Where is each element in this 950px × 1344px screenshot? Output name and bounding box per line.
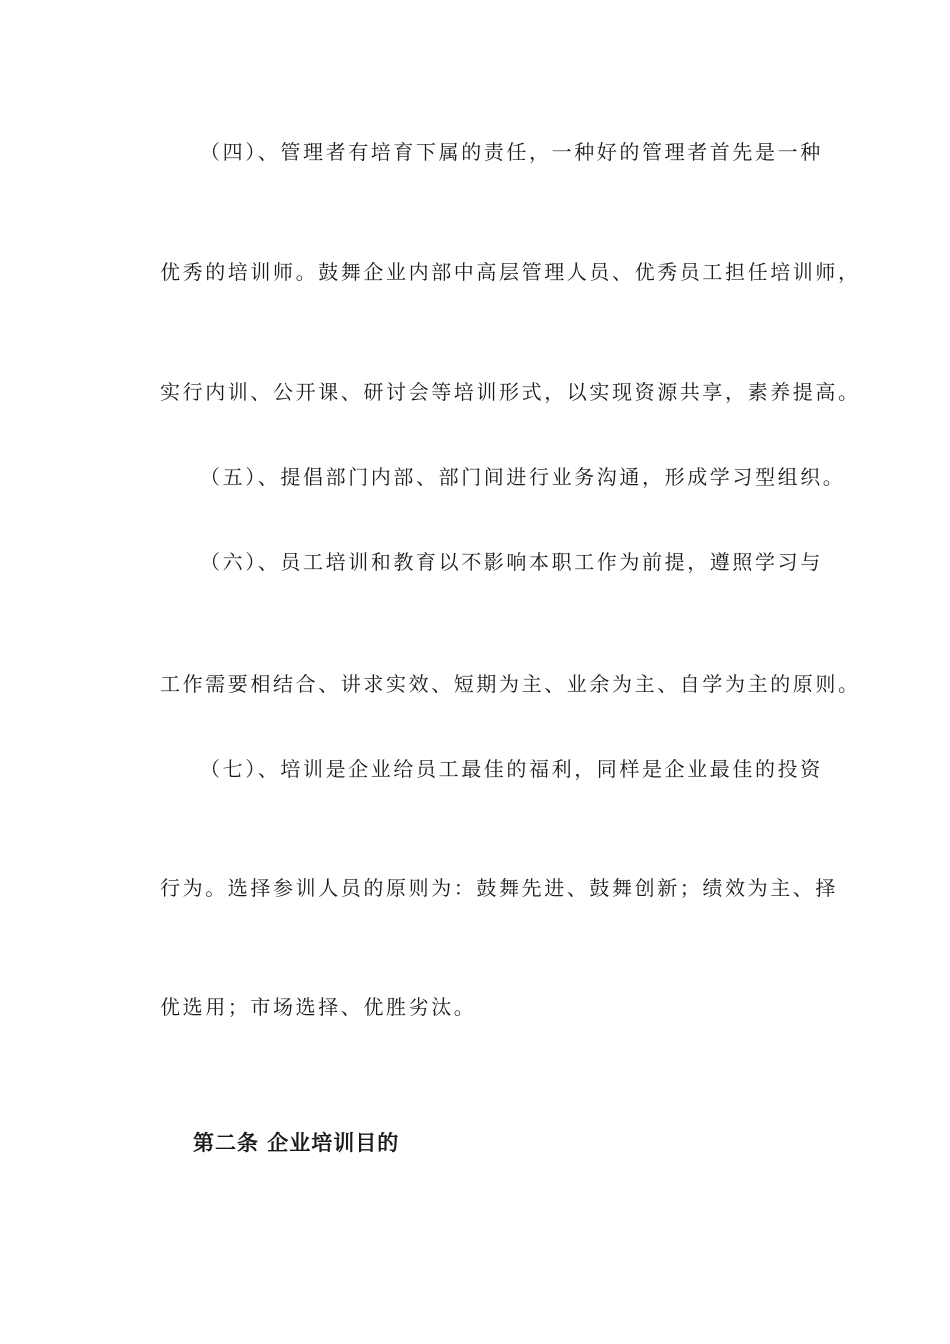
section-heading: 第二条 企业培训目的 xyxy=(193,1131,400,1155)
paragraph-4-line-1: （四）、管理者有培育下属的责任，一种好的管理者首先是一种 xyxy=(200,140,823,164)
paragraph-4-line-2: 优秀的培训师。鼓舞企业内部中高层管理人员、优秀员工担任培训师， xyxy=(160,260,861,284)
paragraph-5-line-1: （五）、提倡部门内部、部门间进行业务沟通，形成学习型组织。 xyxy=(200,465,846,489)
paragraph-7-line-3: 优选用；市场选择、优胜劣汰。 xyxy=(160,995,477,1019)
paragraph-7-line-2: 行为。选择参训人员的原则为：鼓舞先进、鼓舞创新；绩效为主、择 xyxy=(160,876,838,900)
paragraph-6-line-2: 工作需要相结合、讲求实效、短期为主、业余为主、自学为主的原则。 xyxy=(160,672,861,696)
paragraph-6-line-1: （六）、员工培训和教育以不影响本职工作为前提，遵照学习与 xyxy=(200,550,823,574)
paragraph-7-line-1: （七）、培训是企业给员工最佳的福利，同样是企业最佳的投资 xyxy=(200,757,823,781)
paragraph-4-line-3: 实行内训、公开课、研讨会等培训形式，以实现资源共享，素养提高。 xyxy=(160,380,861,404)
